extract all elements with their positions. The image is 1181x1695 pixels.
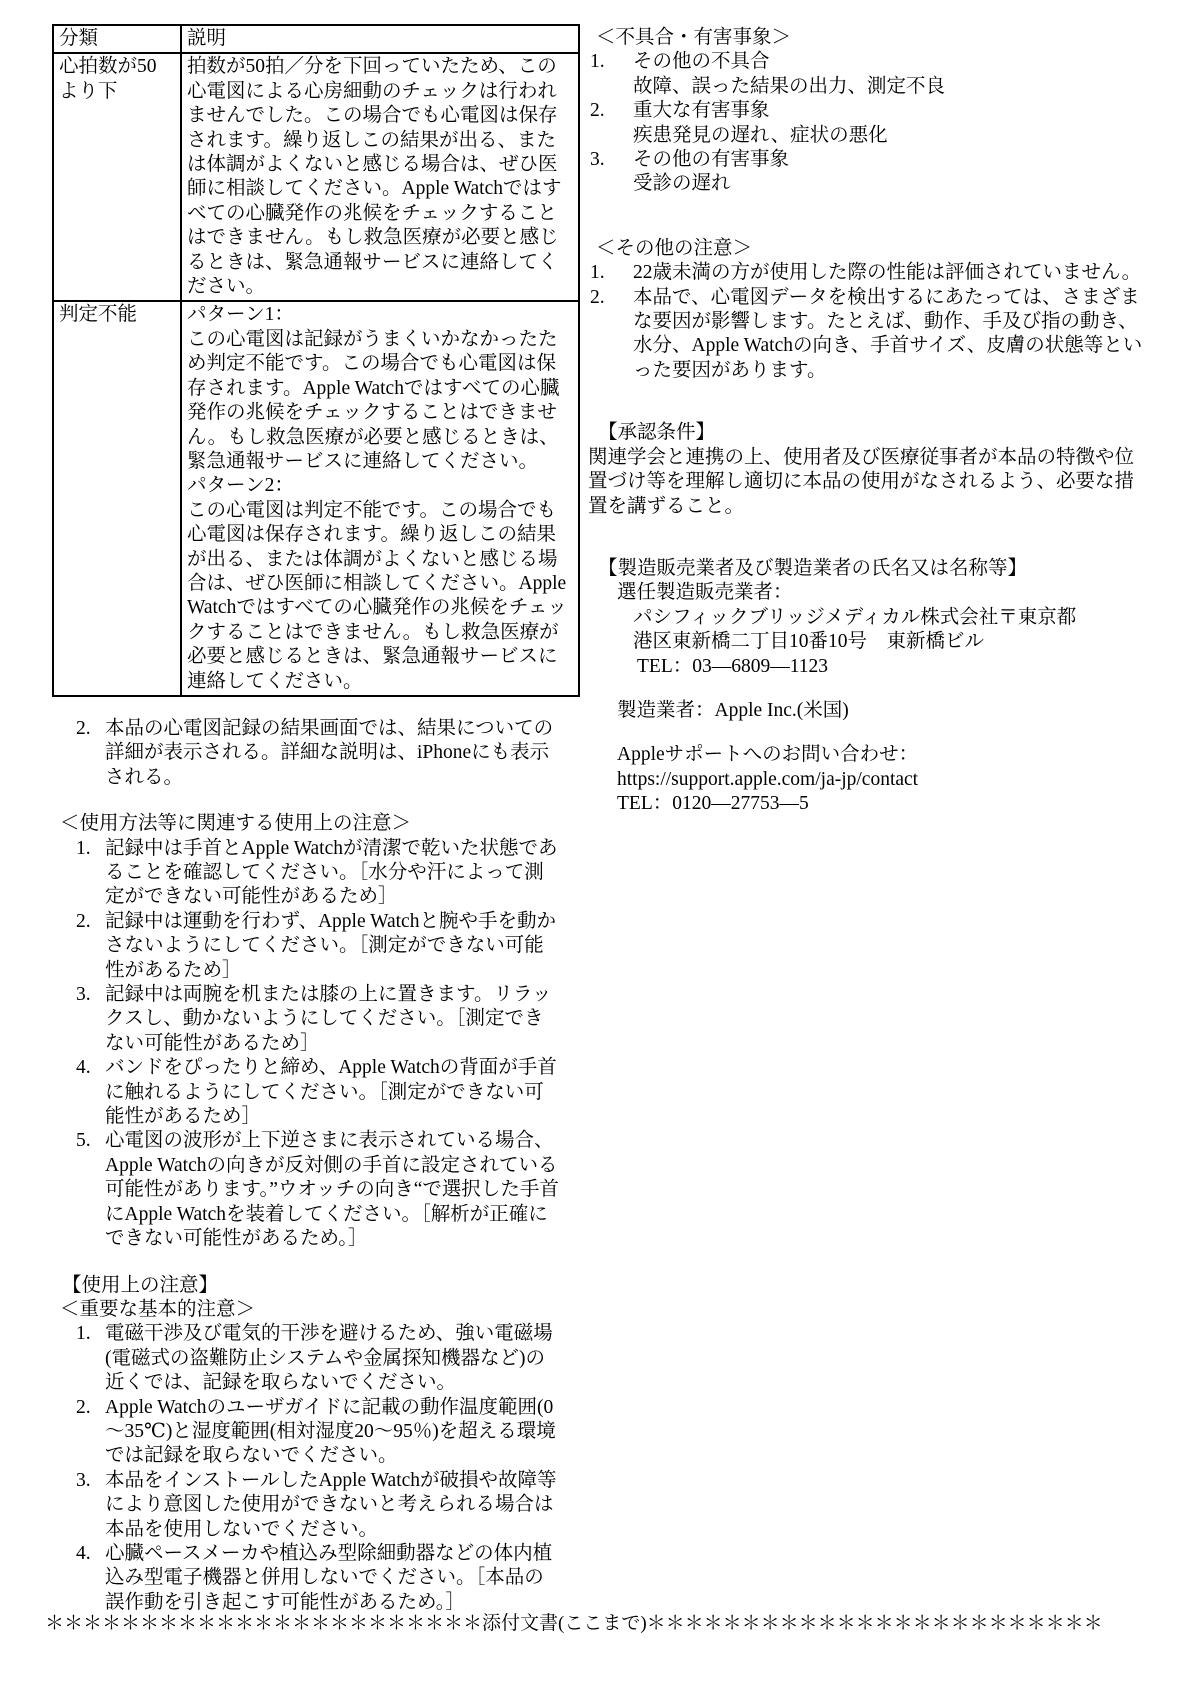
cell-description-inconclusive	[181, 301, 579, 696]
distributor-label: 選任製造販売業者：	[617, 582, 793, 604]
header-description: 説明	[181, 25, 579, 53]
document-end-marker: ＊＊＊＊＊＊＊＊＊＊＊＊＊＊＊＊＊＊＊＊＊＊＊添付文書(ここまで)＊＊＊＊＊＊＊＊＊＊＊＊＊＊＊＊＊＊＊＊＊＊＊＊	[45, 1613, 1103, 1634]
list-item	[52, 1469, 560, 1542]
list-item	[588, 99, 1150, 123]
list-item	[52, 1129, 560, 1251]
table-row	[53, 301, 579, 696]
table-row	[53, 53, 579, 301]
list-number: 2.	[76, 1396, 91, 1418]
list-item-text: 電磁干渉及び電気的干渉を避けるため、強い電磁場(電磁式の盗難防止システムや金属探知機器など)の近くでは、記録を取らないでください。	[105, 1323, 553, 1394]
adverse-event-title: 重大な有害事象	[633, 100, 770, 122]
support-label: Appleサポートへのお問い合わせ：	[617, 744, 919, 766]
classification-table	[52, 24, 580, 697]
adverse-event-title: その他の有害事象	[633, 149, 790, 171]
list-number: 1.	[76, 1323, 91, 1345]
list-number: 2.	[590, 100, 605, 122]
cell-description-low-heart-rate: 拍数が50拍／分を下回っていたため、この心電図による心房細動のチェックは行われませんでした。この場合でも心電図は保存されます。繰り返しこの結果が出る、または体調がよくないと感じる場合は、ぜひ医師に相談してください。Apple Watchではすべての心臓発作の兆候をチェックすることはできません。もし救急医療が必要と感じるときは、緊急通報サービスに連絡してください。	[181, 53, 579, 301]
list-item-text: 心臓ペースメーカや植込み型除細動器などの体内植込み型電子機器と併用しないでください。［本品の誤作動を引き起こす可能性があるため。］	[105, 1542, 553, 1613]
list-number: 3.	[76, 984, 91, 1006]
list-number: 4.	[76, 1542, 91, 1564]
result-detail-note	[52, 717, 560, 790]
list-item	[588, 286, 1150, 384]
adverse-events-heading: ＜不具合・有害事象＞	[596, 27, 792, 48]
pattern1-text: この心電図は記録がうまくいかなかったため判定不能です。この場合でも心電図は保存されます。Apple Watchではすべての心臓発作の兆候をチェックすることはできません。もし救急医療が必要と感じるときは、緊急通報サービスに連絡してください。	[187, 328, 560, 472]
adverse-event-detail: 疾患発見の遅れ、症状の悪化	[633, 124, 888, 146]
list-number: 2.	[76, 717, 91, 739]
result-detail-note-text: 本品の心電図記録の結果画面では、結果についての詳細が表示される。詳細な説明は、iPhoneにも表示される。	[105, 717, 554, 788]
list-item-text: 本品をインストールしたApple Watchが破損や故障等により意図した使用ができないと考えられる場合は本品を使用しないでください。	[105, 1469, 557, 1540]
list-item	[588, 50, 1150, 74]
support-tel: TEL：0120—27753—5	[617, 793, 809, 815]
list-number: 1.	[76, 837, 91, 859]
list-item	[52, 983, 560, 1056]
approval-conditions-heading: 【承認条件】	[598, 422, 716, 444]
other-notes-heading: ＜その他の注意＞	[596, 237, 753, 259]
right-column	[588, 26, 1150, 817]
list-number: 3.	[76, 1469, 91, 1491]
important-basic-precautions-heading: ＜重要な基本的注意＞	[60, 1298, 256, 1320]
list-item	[588, 148, 1150, 172]
list-number: 5.	[76, 1130, 91, 1152]
distributor-tel: TEL：03—6809—1123	[637, 655, 829, 677]
cell-category-low-heart-rate: 心拍数が50より下	[53, 53, 181, 301]
list-number: 1.	[590, 262, 605, 284]
adverse-event-detail: 受診の遅れ	[633, 173, 731, 195]
list-item-text: 記録中は両腕を机または膝の上に置きます。リラックスし、動かないようにしてください。［測定できない可能性があるため］	[105, 984, 552, 1054]
list-number: 2.	[590, 286, 605, 308]
distributor-name-line2: 港区東新橋二丁目10番10号 東新橋ビル	[633, 631, 985, 653]
list-item	[52, 837, 560, 910]
list-item-text: 記録中は運動を行わず、Apple Watchと腕や手を動かさないようにしてください。［測定ができない可能性があるため］	[105, 910, 556, 981]
table-header-row	[53, 25, 579, 53]
list-item-text: 本品で、心電図データを検出するにあたっては、さまざまな要因が影響します。たとえば、動作、手及び指の動き、水分、Apple Watchの向き、手首サイズ、皮膚の状態等といった要因があります。	[633, 286, 1143, 381]
list-item-text: Apple Watchのユーザガイドに記載の動作温度範囲(0～35℃)と湿度範囲(相対湿度20～95％)を超える環境では記録を取らないでください。	[105, 1396, 556, 1467]
list-item	[52, 910, 560, 983]
list-item-text: 記録中は手首とApple Watchが清潔で乾いた状態であることを確認してください。［水分や汗によって測定ができない可能性があるため］	[105, 837, 558, 908]
adverse-event-detail: 故障、誤った結果の出力、測定不良	[633, 75, 946, 97]
maker-line: 製造業者：Apple Inc.(米国)	[617, 699, 849, 721]
list-item	[52, 1542, 560, 1615]
list-number: 1.	[590, 51, 605, 73]
pattern2-label: パターン2：	[187, 475, 294, 497]
list-item	[52, 1322, 560, 1395]
usage-precautions-heading: 【使用上の注意】	[62, 1274, 219, 1296]
header-category: 分類	[53, 25, 181, 53]
adverse-event-title: その他の不具合	[633, 51, 770, 73]
pattern1-label: パターン1：	[187, 304, 294, 326]
support-url: https://support.apple.com/ja-jp/contact	[617, 768, 919, 790]
list-item	[588, 261, 1150, 285]
list-number: 4.	[76, 1057, 91, 1079]
distributor-name-line1: パシフィックブリッジメディカル株式会社〒東京都	[633, 606, 1077, 628]
list-item	[52, 1056, 560, 1129]
list-number: 2.	[76, 910, 91, 932]
approval-conditions-text: 関連学会と連携の上、使用者及び医療従事者が本品の特徴や位置づけ等を理解し適切に本品の使用がなされるよう、必要な措置を講ずること。	[588, 446, 1135, 517]
left-column	[52, 24, 567, 1615]
manufacturer-heading: 【製造販売業者及び製造業者の氏名又は名称等】	[598, 557, 1028, 579]
list-number: 3.	[590, 149, 605, 171]
pattern2-text: この心電図は判定不能です。この場合でも心電図は保存されます。繰り返しこの結果が出る、または体調がよくないと感じる場合は、ぜひ医師に相談してください。Apple Watchではすべての心臓発作の兆候をチェックすることはできません。もし救急医療が必要と感じるときは、緊急通報サービスに連絡してください。	[187, 499, 567, 692]
list-item-text: バンドをぴったりと締め、Apple Watchの背面が手首に触れるようにしてください。［測定ができない可能性があるため］	[105, 1057, 557, 1128]
cell-category-inconclusive: 判定不能	[53, 301, 181, 696]
usage-method-precautions-heading: ＜使用方法等に関連する使用上の注意＞	[60, 813, 412, 835]
list-item-text: 心電図の波形が上下逆さまに表示されている場合、Apple Watchの向きが反対側の手首に設定されている可能性があります。”ウオッチの向き“で選択した手首にApple Watchを装着してください。［解析が正確にできない可能性があるため。］	[105, 1130, 559, 1250]
list-item	[52, 1396, 560, 1469]
list-item-text: 22歳未満の方が使用した際の性能は評価されていません。	[633, 262, 1142, 284]
